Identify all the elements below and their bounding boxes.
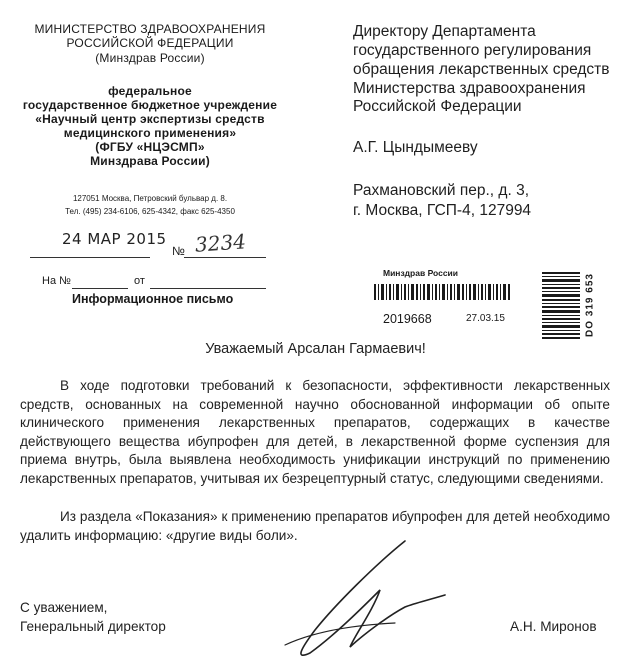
recipient-address-line2: г. Москва, ГСП-4, 127994 — [353, 202, 532, 219]
body-paragraph-1: В ходе подготовки требований к безопасности, эффективности лекарственных средств, основанных на современной научно обоснованной информации об опыте клинического применения лекарственных препаратов, содержащих в качестве действующего вещества ибупрофен для детей, в лекарственной форме суспензия для приема внутрь, была выявлена необходимость унификации инструкций по применению лекарственных препаратов, учитывая их безрецептурный статус, следующими сведениями. — [20, 378, 610, 486]
reference-number-blank — [72, 288, 128, 289]
ministry-name-line1: МИНИСТЕРСТВО ЗДРАВООХРАНЕНИЯ — [34, 22, 266, 36]
registration-org: Минздрав России — [383, 268, 459, 278]
reference-date-label: от — [134, 275, 145, 287]
institution-line2: государственное бюджетное учреждение — [22, 98, 278, 112]
sender-phone-line: Тел. (495) 234-6106, 625-4342, факс 625-4350 — [65, 207, 235, 216]
greeting: Уважаемый Арсалан Гармаевич! — [205, 341, 426, 357]
outgoing-number: 3234 — [194, 229, 247, 257]
outgoing-date: 24 МАР 2015 — [62, 230, 167, 248]
ministry-name-line2: РОССИЙСКОЙ ФЕДЕРАЦИИ — [66, 36, 234, 50]
recipient-line2: государственного регулирования — [353, 42, 592, 59]
closing: С уважением, — [20, 600, 108, 615]
number-underline — [184, 257, 266, 258]
signer-name: А.Н. Миронов — [510, 619, 597, 634]
signer-position: Генеральный директор — [20, 619, 166, 634]
institution-line4: медицинского применения» — [63, 126, 237, 140]
recipient-name: А.Г. Цындымееву — [353, 139, 478, 156]
recipient-line1: Директору Департамента — [353, 23, 536, 40]
vertical-code: DO 319 653 — [584, 273, 596, 337]
recipient-line4: Министерства здравоохранения — [353, 80, 586, 97]
ministry-short-name: (Минздрав России) — [95, 51, 205, 65]
institution-line1: федеральное — [108, 84, 192, 98]
institution-line3: «Научный центр экспертизы средств — [35, 112, 265, 126]
registration-barcode — [372, 282, 512, 302]
institution-line5: (ФГБУ «НЦЭСМП» — [95, 140, 205, 154]
vertical-barcode — [540, 270, 582, 340]
reference-date-blank — [150, 288, 266, 289]
number-label: № — [172, 244, 185, 258]
signature — [255, 535, 455, 663]
document-type: Информационное письмо — [72, 292, 234, 306]
recipient-line3: обращения лекарственных средств — [353, 61, 610, 78]
institution-line6: Минздрава России) — [90, 154, 210, 168]
registration-date: 27.03.15 — [466, 313, 505, 324]
reference-number-label: На № — [42, 275, 71, 287]
recipient-address-line1: Рахмановский пер., д. 3, — [353, 182, 530, 199]
recipient-line5: Российской Федерации — [353, 98, 522, 115]
registration-number: 2019668 — [383, 312, 432, 326]
sender-address-line1: 127051 Москва, Петровский бульвар д. 8. — [72, 194, 228, 203]
body-paragraph-2: Из раздела «Показания» к применению препаратов ибупрофен для детей необходимо удалить информацию: «другие виды боли». — [20, 509, 610, 543]
date-underline — [30, 257, 150, 258]
